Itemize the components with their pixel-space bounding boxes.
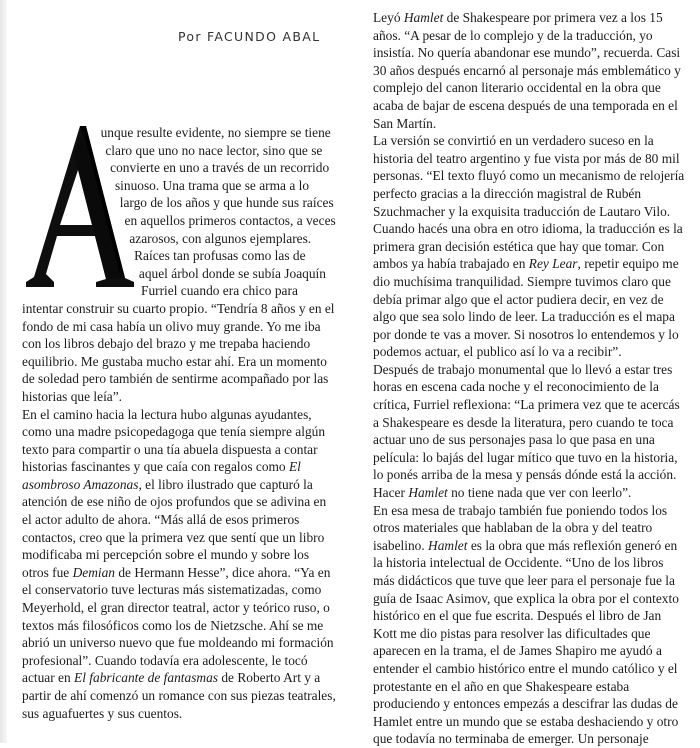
book-title: El fabricante de fantasmas xyxy=(74,670,218,686)
paragraph-text: La versión se convirtió en un verdadero suceso en la historia del teatro argentino y fue vista por más de 80 mil personas. “El texto fluyó como un mecanismo de relojería perfecto gracias a la dirección magistral de Rubén Szuchmacher y la exquisita traducción de Lautaro Vilo. Cuando hacés una obra en otro idioma, la traducción es la primera gran decisión estética que hay que tomar. Con ambos ya había trabajado en xyxy=(373,133,685,272)
paragraph-text: Después de trabajo monumental que lo llevó a estar tres horas en escena cada noche y el reconocimiento de la crítica, Furriel reflexiona: “La primera vez que te acercás a Shakespeare es desde la literatura, pero cuando te toca actuar uno de sus personajes pasa lo que pasa en una película: lo bajás del lugar mítico que tuvo en la historia, lo ponés arriba de la mesa y pensás dónde está la acción. Hacer xyxy=(373,361,680,501)
paragraph-text: En esa mesa de trabajo también fue poniendo todos los otros materiales que hablaban de la obra y del teatro isabelino. xyxy=(373,502,668,553)
book-title: Hamlet xyxy=(408,485,448,501)
right-paragraph-4 xyxy=(373,502,686,748)
paragraph-text: unque resulte evidente, no siempre se tiene claro que uno no nace lector, sino que se convierte en uno a través de un recorrido sinuoso. Una trama que se arma a lo largo de los años y que hunde sus raíces en aquellos primeros contactos, a veces azarosos, con algunos ejemplares. Raíces tan profusas como las de aquel árbol donde se subía Joaquín Furriel cuando era chico para intentar construir su cuarto propio. “Tendría 8 años y en el fondo de mi casa había un olivo muy grande. Yo me iba con los libros debajo del brazo y me trepaba haciendo equilibrio. Me gustaba mucho estar ahí. Era un momento de soledad pero también de sentirme acompañado por las historias que leía”. xyxy=(22,125,336,404)
paragraph-text: de Roberto Art y a partir de ahí comenzó un romance con sus piezas teatrales, sus aguafuertes y sus cuentos. xyxy=(22,670,336,721)
right-paragraph-2 xyxy=(373,132,686,361)
byline: Por FACUNDO ABAL xyxy=(178,29,321,44)
paragraph-text: , repetir equipo me dio muchísima tranquilidad. Siempre tuvimos claro que debía primar algo que el actor pudiera decir, en vez de algo que sea solo lindo de leer. La traducción es el mapa por donde te vas a mover. Si nosotros lo entendemos y lo podemos actuar, el publico así lo va a recibir”. xyxy=(373,256,679,360)
right-column xyxy=(373,9,686,748)
left-column xyxy=(22,124,337,722)
right-paragraph-1 xyxy=(373,9,686,132)
paragraph-text: Leyó xyxy=(373,10,404,25)
paragraph-text: En el camino hacia la lectura hubo algunas ayudantes, como una madre psicopedagoga que tenía siempre algún texto para compartir o una tía abuela dispuesta a contar historias fascinantes y que caía con regalos como xyxy=(22,406,326,475)
right-paragraph-3 xyxy=(373,361,686,502)
paragraph-text: no tiene nada que ver con leerlo”. xyxy=(447,485,632,501)
left-paragraph-2 xyxy=(22,406,337,723)
paragraph-text: es la obra que más reflexión generó en la historia intelectual de Occidente. “Uno de los libros más didácticos que tuve que leer para el personaje fue la guía de Isaac Asimov, que explica la obra por el contexto histórico en el que fue escrita. Después el libro de Jan Kott me dio pistas para resolver las dificultades que aparecen en la trama, el de James Shapiro me ayudó a entender el cambio histórico entre el mundo católico y el protestante en el año en que Shakespeare estaba produciendo y entonces empezás a descifrar las dudas de Hamlet entre un mundo que se estaba deshaciendo y otro que todavía no terminaba de emerger. Un personaje xyxy=(373,537,679,747)
paragraph-text: de Hermann Hesse”, dice ahora. “Ya en el conservatorio tuve lecturas más sistematizadas, como Meyerhold, el gran director teatral, actor y teórico ruso, o textos más filosóficos como los de Nietzsche. Ahí se me abrió un universo nuevo que fue moldeando mi formación profesional”. Cuando todavía era adolescente, le tocó actuar en xyxy=(22,564,334,686)
paragraph-text: de Shakespeare por primera vez a los 15 años. “A pesar de lo complejo y de la traducción, yo insistía. No quería abandonar ese mundo”, recuerda. Casi 30 años después encarnó al personaje más emblemático y complejo del canon literario occidental en la obra que acaba de bajar de escena después de una temporada en el San Martín. xyxy=(373,10,681,131)
book-title: Hamlet xyxy=(403,10,444,25)
paragraph-text: el libro ilustrado que capturó la atención de ese niño de ojos profundos que se adivina en el actor adulto de ahora. “Más allá de esos primeros contactos, creo que la primera vez que sentí que un libro modificaba mi percepción sobre el mundo y sobre los otros fue xyxy=(22,476,327,580)
book-title: El asombroso Amazonas, xyxy=(22,459,301,492)
book-title: Demian xyxy=(72,564,115,580)
book-title: Hamlet xyxy=(428,537,468,553)
book-title: Rey Lear xyxy=(528,256,578,272)
